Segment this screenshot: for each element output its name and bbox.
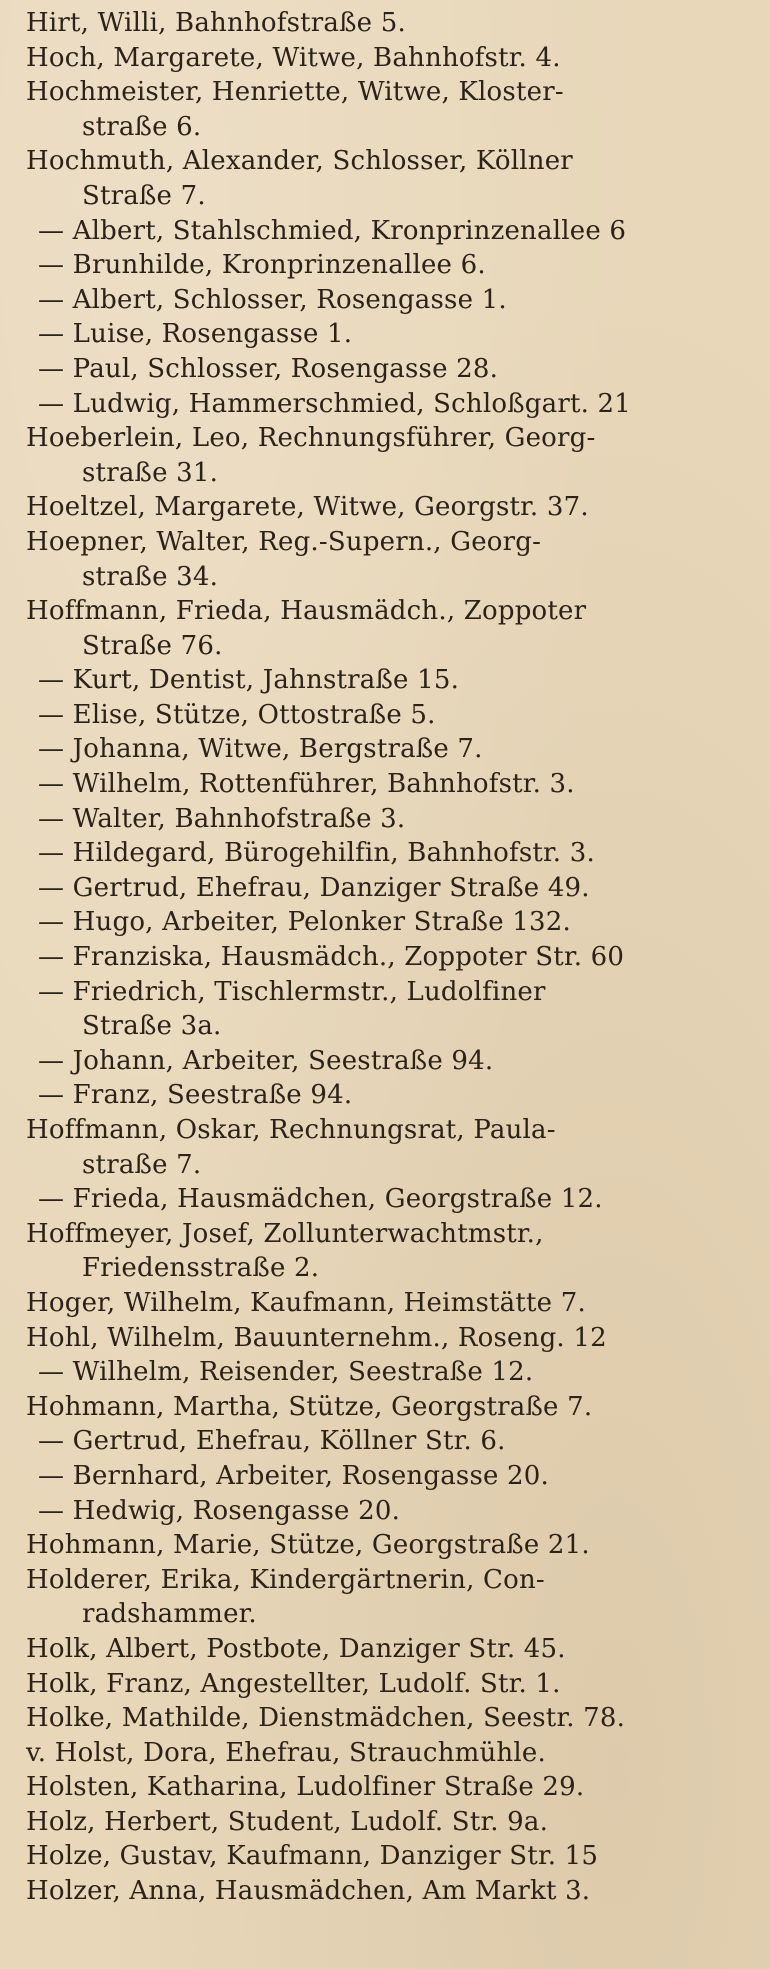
directory-entry: [26, 525, 762, 594]
directory-entry: [26, 1736, 762, 1771]
directory-entry: [26, 1217, 762, 1286]
entry-line: — Walter, Bahnhofstraße 3.: [38, 803, 406, 834]
entry-line: — Brunhilde, Kronprinzenallee 6.: [38, 250, 486, 281]
entry-line: — Franziska, Hausmädch., Zoppoter Str. 60: [38, 942, 625, 973]
entry-line: — Wilhelm, Reisender, Seestraße 12.: [38, 1357, 534, 1388]
directory-entry: [26, 1770, 762, 1805]
directory-entry: [26, 248, 762, 283]
directory-entry: [26, 1078, 762, 1113]
directory-entry: [26, 1563, 762, 1632]
directory-entry: [26, 940, 762, 975]
entry-line: — Ludwig, Hammerschmied, Schloßgart. 21: [38, 388, 632, 419]
entry-line: — Hedwig, Rosengasse 20.: [38, 1495, 401, 1526]
directory-entry: [26, 317, 762, 352]
entry-line: Hochmuth, Alexander, Schlosser, Köllner: [26, 146, 573, 177]
directory-entry: [26, 41, 762, 76]
entry-line: — Albert, Stahlschmied, Kronprinzenallee 6: [38, 215, 627, 246]
entry-line: — Wilhelm, Rottenführer, Bahnhofstr. 3.: [38, 769, 575, 800]
directory-entry: [26, 1355, 762, 1390]
entry-line: Holz, Herbert, Student, Ludolf. Str. 9a.: [26, 1806, 549, 1837]
directory-entry: [26, 1805, 762, 1840]
directory-entry: [26, 1182, 762, 1217]
directory-entry: [26, 802, 762, 837]
directory-entry: [26, 905, 762, 940]
entry-line: Hoffmeyer, Josef, Zollunterwachtmstr.,: [26, 1218, 544, 1249]
entry-line: — Friedrich, Tischlermstr., Ludolfiner: [38, 976, 546, 1007]
entry-line: Holze, Gustav, Kaufmann, Danziger Str. 15: [26, 1841, 599, 1872]
entry-line: Hoffmann, Frieda, Hausmädch., Zoppoter: [26, 596, 587, 627]
entry-line: — Elise, Stütze, Ottostraße 5.: [38, 699, 436, 730]
entry-line: Hoger, Wilhelm, Kaufmann, Heimstätte 7.: [26, 1287, 586, 1318]
entry-line: Hohmann, Martha, Stütze, Georgstraße 7.: [26, 1391, 593, 1422]
entry-continuation-line: straße 6.: [82, 111, 202, 142]
entry-line: Hoeltzel, Margarete, Witwe, Georgstr. 37.: [26, 492, 589, 523]
directory-entry: [26, 594, 762, 663]
directory-entry: [26, 663, 762, 698]
entry-line: — Hildegard, Bürogehilfin, Bahnhofstr. 3.: [38, 838, 595, 869]
entry-line: Hohmann, Marie, Stütze, Georgstraße 21.: [26, 1530, 590, 1561]
entry-line: Hoch, Margarete, Witwe, Bahnhofstr. 4.: [26, 42, 561, 73]
entry-line: — Luise, Rosengasse 1.: [38, 319, 353, 350]
entry-line: — Franz, Seestraße 94.: [38, 1080, 353, 1111]
entry-continuation-line: Friedensstraße 2.: [82, 1253, 320, 1284]
directory-entry: [26, 1839, 762, 1874]
directory-entry: [26, 421, 762, 490]
directory-entry: [26, 732, 762, 767]
directory-entry: [26, 1667, 762, 1702]
entry-line: Holsten, Katharina, Ludolfiner Straße 29.: [26, 1772, 585, 1803]
directory-entry: [26, 144, 762, 213]
directory-entry: [26, 1390, 762, 1425]
entry-continuation-line: straße 31.: [82, 457, 219, 488]
directory-entry: [26, 1874, 762, 1909]
entry-line: v. Holst, Dora, Ehefrau, Strauchmühle.: [26, 1737, 546, 1768]
entry-line: Holk, Albert, Postbote, Danziger Str. 45.: [26, 1633, 566, 1664]
directory-entry: [26, 1459, 762, 1494]
entry-line: — Kurt, Dentist, Jahnstraße 15.: [38, 665, 460, 696]
directory-entry: [26, 1286, 762, 1321]
entry-line: — Johann, Arbeiter, Seestraße 94.: [38, 1045, 494, 1076]
directory-entry: [26, 1528, 762, 1563]
entry-continuation-line: straße 34.: [82, 561, 219, 592]
entry-continuation-line: straße 7.: [82, 1149, 202, 1180]
entry-line: — Albert, Schlosser, Rosengasse 1.: [38, 284, 507, 315]
entry-line: Hoffmann, Oskar, Rechnungsrat, Paula-: [26, 1115, 556, 1145]
entry-continuation-line: radshammer.: [82, 1599, 257, 1630]
entry-line: — Gertrud, Ehefrau, Danziger Straße 49.: [38, 872, 590, 903]
directory-entry: [26, 352, 762, 387]
directory-entry: [26, 1424, 762, 1459]
entry-line: Hohl, Wilhelm, Bauunternehm., Roseng. 12: [26, 1322, 607, 1353]
entry-line: Holk, Franz, Angestellter, Ludolf. Str. 1.: [26, 1668, 561, 1699]
directory-entry: [26, 871, 762, 906]
directory-entry: [26, 975, 762, 1044]
entry-line: Holderer, Erika, Kindergärtnerin, Con-: [26, 1564, 545, 1595]
directory-entry: [26, 1632, 762, 1667]
entry-line: — Gertrud, Ehefrau, Köllner Str. 6.: [38, 1426, 506, 1457]
entry-line: — Paul, Schlosser, Rosengasse 28.: [38, 353, 499, 384]
entry-line: — Bernhard, Arbeiter, Rosengasse 20.: [38, 1460, 550, 1491]
directory-entry: [26, 836, 762, 871]
entry-line: — Hugo, Arbeiter, Pelonker Straße 132.: [38, 907, 571, 938]
directory-entry: [26, 387, 762, 422]
directory-entry: [26, 1701, 762, 1736]
directory-entry: [26, 214, 762, 249]
entry-line: Hoepner, Walter, Reg.-Supern., Georg-: [26, 526, 542, 557]
entry-continuation-line: Straße 76.: [82, 630, 223, 661]
entry-line: Hirt, Willi, Bahnhofstraße 5.: [26, 8, 406, 38]
entry-line: Hochmeister, Henriette, Witwe, Kloster-: [26, 77, 564, 108]
entry-line: Holzer, Anna, Hausmädchen, Am Markt 3.: [26, 1876, 591, 1907]
directory-entry: [26, 767, 762, 802]
directory-entry: [26, 283, 762, 318]
directory-entry: [26, 1321, 762, 1356]
directory-entry: [26, 75, 762, 144]
directory-entry: [26, 1494, 762, 1529]
directory-entry: [26, 698, 762, 733]
entry-line: — Frieda, Hausmädchen, Georgstraße 12.: [38, 1184, 603, 1215]
entry-line: — Johanna, Witwe, Bergstraße 7.: [38, 734, 483, 765]
entry-continuation-line: Straße 7.: [82, 180, 206, 211]
directory-entry-list: [26, 6, 762, 1909]
directory-entry: [26, 1044, 762, 1079]
directory-entry: [26, 490, 762, 525]
entry-line: Hoeberlein, Leo, Rechnungsführer, Georg-: [26, 423, 596, 454]
entry-line: Holke, Mathilde, Dienstmädchen, Seestr. 78.: [26, 1703, 626, 1734]
entry-continuation-line: Straße 3a.: [82, 1011, 222, 1042]
directory-entry: [26, 1113, 762, 1182]
directory-entry: [26, 6, 762, 41]
